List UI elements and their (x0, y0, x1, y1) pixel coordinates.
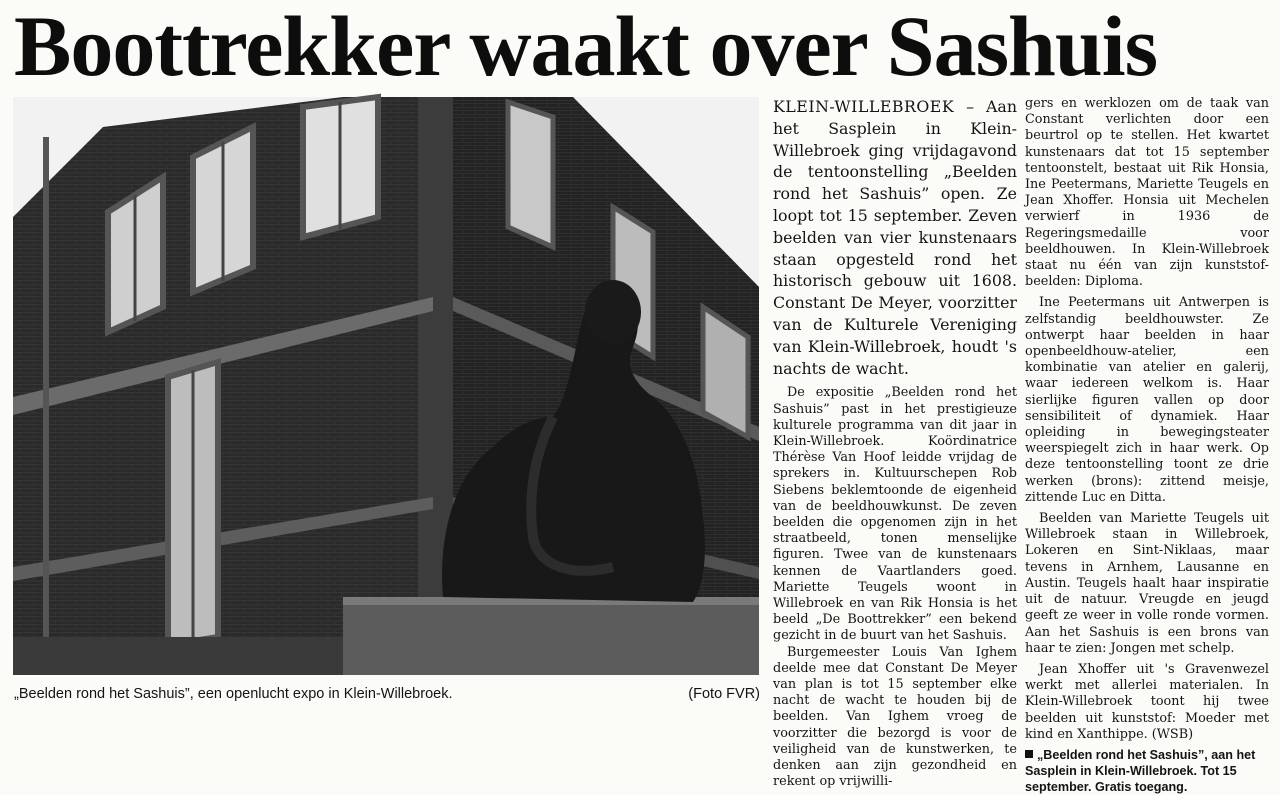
article-paragraph: gers en werklozen om de taak van Constant verlichten door een beurtrol op te stellen. Het kwartet kunstenaars dat tot 15 september tentoonstelt, bestaat uit Rik Honsia, Ine Peetermans, Mariette Teugels en Jean Xhoffer. Honsia uit Mechelen verwierf in 1936 de Regeringsmedaille voor beeldhouwen. In Klein-Willebroek staat nu één van zijn kunststof-beelden: Diploma. (1025, 96, 1269, 290)
article-paragraph: Burgemeester Louis Van Ighem deelde mee dat Constant De Meyer van plan is tot 15 september elke nacht de wacht te houden bij de beelden. Van Ighem vroeg de voorzitter die bezorgd is voor de veiligheid van de kunstwerken, te denken aan zijn gezondheid en rekent op vrijwilli- (773, 644, 1017, 790)
article-column-1 (773, 96, 1017, 790)
news-photo (13, 97, 759, 675)
info-box (1025, 747, 1269, 795)
headline: Boottrekker waakt over Sashuis (14, 0, 1158, 94)
article-paragraph: De expositie „Beelden rond het Sashuis” past in het prestigieuze kulturele programma van dit jaar in Klein-Willebroek. Koördinatrice Thérèse Van Hoof leidde vrijdag de sprekers in. Kultuurschepen Rob Siebens beklemtoonde de eigenheid van de beeldhouwkunst. De zeven beelden die opgenomen zijn in het straatbeeld, tonen menselijke figuren. Twee van de kunstenaars kennen de Vaartlanders goed. Mariette Teugels woont in Willebroek en van Rik Honsia is het beeld „De Boottrekker” een bekend gezicht in de buurt van het Sashuis. (773, 385, 1017, 644)
article-paragraph: Beelden van Mariette Teugels uit Willebroek staan in Willebroek, Lokeren en Sint-Niklaas, maar tevens in Arnhem, Lausanne en Austin. Teugels haalt haar inspiratie uit de natuur. Vreugde en jeugd geeft ze weer in volle ronde vormen. Aan het Sashuis is een brons van haar te zien: Jongen met schelp. (1025, 511, 1269, 656)
photo-caption: „Beelden rond het Sashuis”, een openlucht expo in Klein-Willebroek. (14, 686, 453, 702)
article-paragraph: Jean Xhoffer uit 's Gravenwezel werkt met allerlei materialen. In Klein-Willebroek toont hij twee beelden uit kunststof: Moeder met kind en Xanthippe. (WSB) (1025, 661, 1269, 742)
lead-text: – Aan het Sasplein in Klein-Willebroek ging vrijdagavond de tentoonstelling „Beelden rond het Sashuis” open. Ze loopt tot 15 september. Zeven beelden van vier kunstenaars staan opgesteld rond het historisch gebouw uit 1608. Constant De Meyer, voorzitter van de Kulturele Vereniging van Klein-Willebroek, houdt 's nachts de wacht. (773, 97, 1017, 378)
article-paragraph: Ine Peetermans uit Antwerpen is zelfstandig beeldhouwster. Ze ontwerpt haar beelden in haar openbeeldhouw-atelier, een kombinatie van atelier en galerij, waar iedereen welkom is. Haar sierlijke figuren vallen op door sensibiliteit of dynamiek. Haar opleiding in bewegingsteater weerspiegelt zich in haar werk. Op deze tentoonstelling toont ze drie werken (brons): zittend meisje, zittende Luc en Ditta. (1025, 295, 1269, 505)
bullet-square-icon (1025, 750, 1033, 758)
dateline: KLEIN-WILLEBROEK (773, 97, 955, 116)
article-column-2 (1025, 96, 1269, 794)
article-lead (773, 96, 1017, 379)
photo-credit: (Foto FVR) (688, 686, 760, 702)
info-text: „Beelden rond het Sashuis”, aan het Sasplein in Klein-Willebroek. Tot 15 september. Gratis toegang. (1025, 747, 1256, 794)
